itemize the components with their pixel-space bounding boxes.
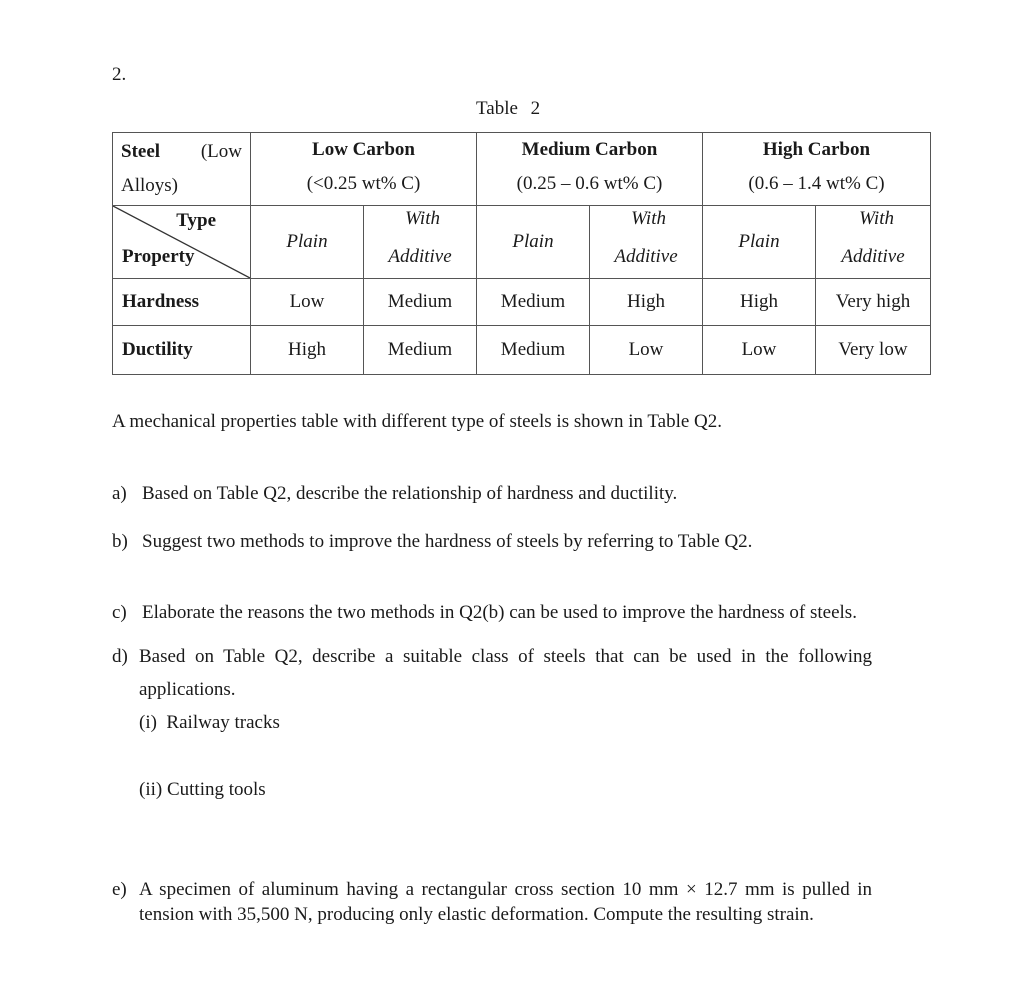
question-e [112, 879, 872, 901]
question-a [112, 483, 677, 505]
plain-header-medium: Plain [477, 206, 590, 279]
question-d-marker: d) [112, 646, 128, 667]
type-label: Type [176, 210, 216, 231]
question-b-text: Suggest two methods to improve the hardness of steels by referring to Table Q2. [142, 531, 753, 552]
property-label: Property [122, 246, 195, 267]
table-cell: High [590, 279, 703, 326]
question-b [112, 531, 752, 553]
table-row [113, 326, 931, 375]
table-cell: Low [590, 326, 703, 375]
question-d-text-line2: applications. [139, 679, 236, 700]
table-cell: Medium [364, 279, 477, 326]
question-d-text-line1: Based on Table Q2, describe a suitable class of steels that can be used in the following [139, 646, 872, 667]
row-label-hardness: Hardness [113, 279, 251, 326]
group-header-low-carbon: Low Carbon (<0.25 wt% C) [251, 133, 477, 206]
question-d-sub-i: (i) Railway tracks [139, 712, 280, 733]
diagonal-header-cell [113, 206, 251, 279]
steel-properties-table [112, 132, 931, 375]
question-c-text: Elaborate the reasons the two methods in Q2(b) can be used to improve the hardness of steels. [142, 602, 857, 623]
question-d-sub-ii: (ii) Cutting tools [139, 779, 266, 800]
additive-header-low: With Additive [364, 206, 477, 279]
question-a-marker: a) [112, 483, 127, 504]
question-c [112, 602, 857, 624]
additive-header-medium: With Additive [590, 206, 703, 279]
intro-paragraph: A mechanical properties table with different type of steels is shown in Table Q2. [112, 411, 723, 432]
table-row [113, 279, 931, 326]
question-d [112, 646, 872, 668]
plain-header-low: Plain [251, 206, 364, 279]
question-b-marker: b) [112, 531, 128, 552]
question-e-text-line2: tension with 35,500 N, producing only elastic deformation. Compute the resulting strain. [139, 904, 814, 925]
steel-type-header: Steel (Low Alloys) [113, 133, 251, 206]
table-header-row [113, 133, 931, 206]
table-subheader-row [113, 206, 931, 279]
question-a-text: Based on Table Q2, describe the relationship of hardness and ductility. [142, 483, 678, 504]
table-cell: Medium [477, 326, 590, 375]
table-cell: High [703, 279, 816, 326]
group-header-medium-carbon: Medium Carbon (0.25 – 0.6 wt% C) [477, 133, 703, 206]
table-cell: Medium [477, 279, 590, 326]
table-cell: Medium [364, 326, 477, 375]
table-cell: Very low [816, 326, 931, 375]
plain-header-high: Plain [703, 206, 816, 279]
question-e-marker: e) [112, 879, 127, 900]
row-label-ductility: Ductility [113, 326, 251, 375]
table-cell: Low [251, 279, 364, 326]
question-number: 2. [112, 64, 127, 85]
table-cell: High [251, 326, 364, 375]
question-c-marker: c) [112, 602, 127, 623]
group-header-high-carbon: High Carbon (0.6 – 1.4 wt% C) [703, 133, 931, 206]
table-cell: Low [703, 326, 816, 375]
table-caption: Table 2 [476, 98, 541, 119]
table-cell: Very high [816, 279, 931, 326]
additive-header-high: With Additive [816, 206, 931, 279]
question-e-text-line1: A specimen of aluminum having a rectangular cross section 10 mm × 12.7 mm is pulled in [139, 879, 872, 900]
